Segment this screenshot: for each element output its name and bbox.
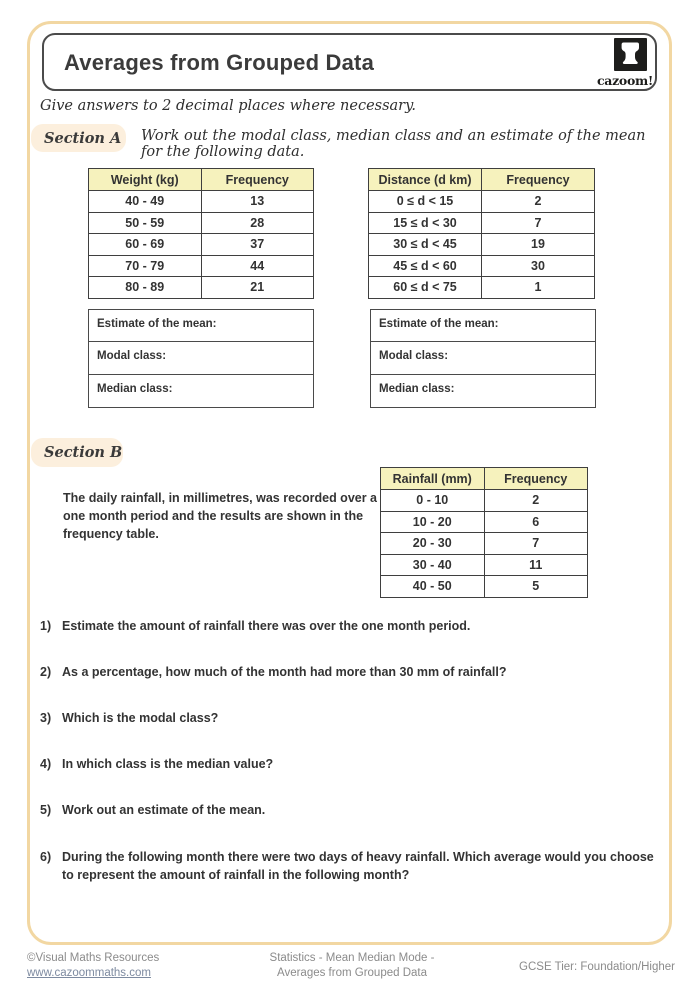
table-cell: 21 — [201, 277, 314, 299]
question-number: 4) — [40, 757, 52, 771]
table-cell: 30 ≤ d < 45 — [369, 234, 482, 256]
djembe-drum-icon — [614, 38, 647, 71]
table-cell: 7 — [484, 533, 588, 555]
table-row — [381, 511, 588, 533]
table-header-row — [369, 169, 595, 191]
answer-field-modal-class: Modal class: — [88, 341, 314, 375]
table-cell: 6 — [484, 511, 588, 533]
weight-frequency-table — [88, 168, 314, 299]
table-cell: 0 - 10 — [381, 490, 485, 512]
table-row — [369, 191, 595, 213]
table-cell: 40 - 49 — [89, 191, 202, 213]
footer-topic-line1: Statistics - Mean Median Mode - — [269, 952, 435, 964]
section-b-label — [31, 438, 123, 467]
question-number: 3) — [40, 711, 52, 725]
table-cell: 37 — [201, 234, 314, 256]
question-1 — [40, 617, 660, 635]
section-b-label-text: Section B — [44, 444, 123, 461]
question-text: As a percentage, how much of the month had more than 30 mm of rainfall? — [62, 665, 507, 679]
title-box — [42, 33, 657, 91]
column-header: Frequency — [482, 169, 595, 191]
section-a-label-text: Section A — [44, 129, 122, 147]
footer-tier: GCSE Tier: Foundation/Higher — [519, 961, 675, 973]
copyright-text: ©Visual Maths Resources — [27, 952, 160, 964]
table-row — [381, 490, 588, 512]
table-cell: 70 - 79 — [89, 255, 202, 277]
question-text: Estimate the amount of rainfall there was over the one month period. — [62, 619, 471, 633]
table-cell: 13 — [201, 191, 314, 213]
table-row — [89, 234, 314, 256]
question-number: 1) — [40, 619, 52, 633]
column-header: Weight (kg) — [89, 169, 202, 191]
cazoom-logo-text: cazoom! — [597, 73, 654, 88]
cazoommaths-link[interactable]: www.cazoommaths.com — [27, 966, 151, 979]
table-row — [89, 212, 314, 234]
question-text: Which is the modal class? — [62, 711, 219, 725]
table-cell: 2 — [482, 191, 595, 213]
answer-box-left — [88, 309, 314, 408]
column-header: Frequency — [484, 468, 588, 490]
question-4 — [40, 755, 660, 773]
table-cell: 28 — [201, 212, 314, 234]
table-cell: 80 - 89 — [89, 277, 202, 299]
table-cell: 5 — [484, 576, 588, 598]
distance-frequency-table — [368, 168, 595, 299]
question-text: During the following month there were two days of heavy rainfall. Which average would you choose to represent the amount of rainfall in the following month? — [62, 850, 654, 882]
table-row — [89, 255, 314, 277]
question-text: In which class is the median value? — [62, 757, 274, 771]
table-cell: 15 ≤ d < 30 — [369, 212, 482, 234]
table-cell: 30 — [482, 255, 595, 277]
table-cell: 20 - 30 — [381, 533, 485, 555]
table-header-row — [381, 468, 588, 490]
footer-topic-line2: Averages from Grouped Data — [276, 966, 427, 979]
rainfall-frequency-table — [380, 467, 588, 598]
question-number: 2) — [40, 665, 52, 679]
answer-field-mean: Estimate of the mean: — [370, 309, 596, 343]
table-cell: 45 ≤ d < 60 — [369, 255, 482, 277]
table-row — [369, 255, 595, 277]
column-header: Rainfall (mm) — [381, 468, 485, 490]
table-cell: 19 — [482, 234, 595, 256]
table-row — [381, 576, 588, 598]
table-row — [89, 191, 314, 213]
table-cell: 10 - 20 — [381, 511, 485, 533]
section-a-instruction: Work out the modal class, median class and an estimate of the mean for the following data. — [141, 128, 646, 160]
column-header: Distance (d km) — [369, 169, 482, 191]
table-cell: 40 - 50 — [381, 576, 485, 598]
question-number: 5) — [40, 803, 52, 817]
table-cell: 60 - 69 — [89, 234, 202, 256]
table-header-row — [89, 169, 314, 191]
table-row — [381, 533, 588, 555]
question-3 — [40, 709, 660, 727]
table-cell: 60 ≤ d < 75 — [369, 277, 482, 299]
intro-instruction: Give answers to 2 decimal places where necessary. — [40, 98, 416, 114]
table-row — [369, 212, 595, 234]
section-a-label — [31, 124, 126, 152]
cazoom-logo — [597, 38, 654, 88]
footer-copyright-block — [27, 951, 159, 980]
table-cell: 30 - 40 — [381, 554, 485, 576]
table-row — [369, 277, 595, 299]
question-6 — [40, 848, 660, 884]
table-cell: 7 — [482, 212, 595, 234]
section-b-description: The daily rainfall, in millimetres, was recorded over a one month period and the results are shown in the frequency table. — [63, 491, 378, 541]
question-2 — [40, 663, 660, 681]
answer-field-mean: Estimate of the mean: — [88, 309, 314, 343]
table-cell: 2 — [484, 490, 588, 512]
answer-box-right — [370, 309, 596, 408]
answer-field-median-class: Median class: — [88, 374, 314, 408]
table-cell: 0 ≤ d < 15 — [369, 191, 482, 213]
table-cell: 44 — [201, 255, 314, 277]
table-cell: 1 — [482, 277, 595, 299]
table-cell: 50 - 59 — [89, 212, 202, 234]
table-row — [381, 554, 588, 576]
page-title: Averages from Grouped Data — [64, 50, 375, 75]
table-row — [89, 277, 314, 299]
answer-field-median-class: Median class: — [370, 374, 596, 408]
question-number: 6) — [40, 850, 52, 864]
table-row — [369, 234, 595, 256]
footer-topic-block — [242, 951, 462, 980]
answer-field-modal-class: Modal class: — [370, 341, 596, 375]
question-text: Work out an estimate of the mean. — [62, 803, 266, 817]
question-5 — [40, 801, 660, 819]
column-header: Frequency — [201, 169, 314, 191]
table-cell: 11 — [484, 554, 588, 576]
